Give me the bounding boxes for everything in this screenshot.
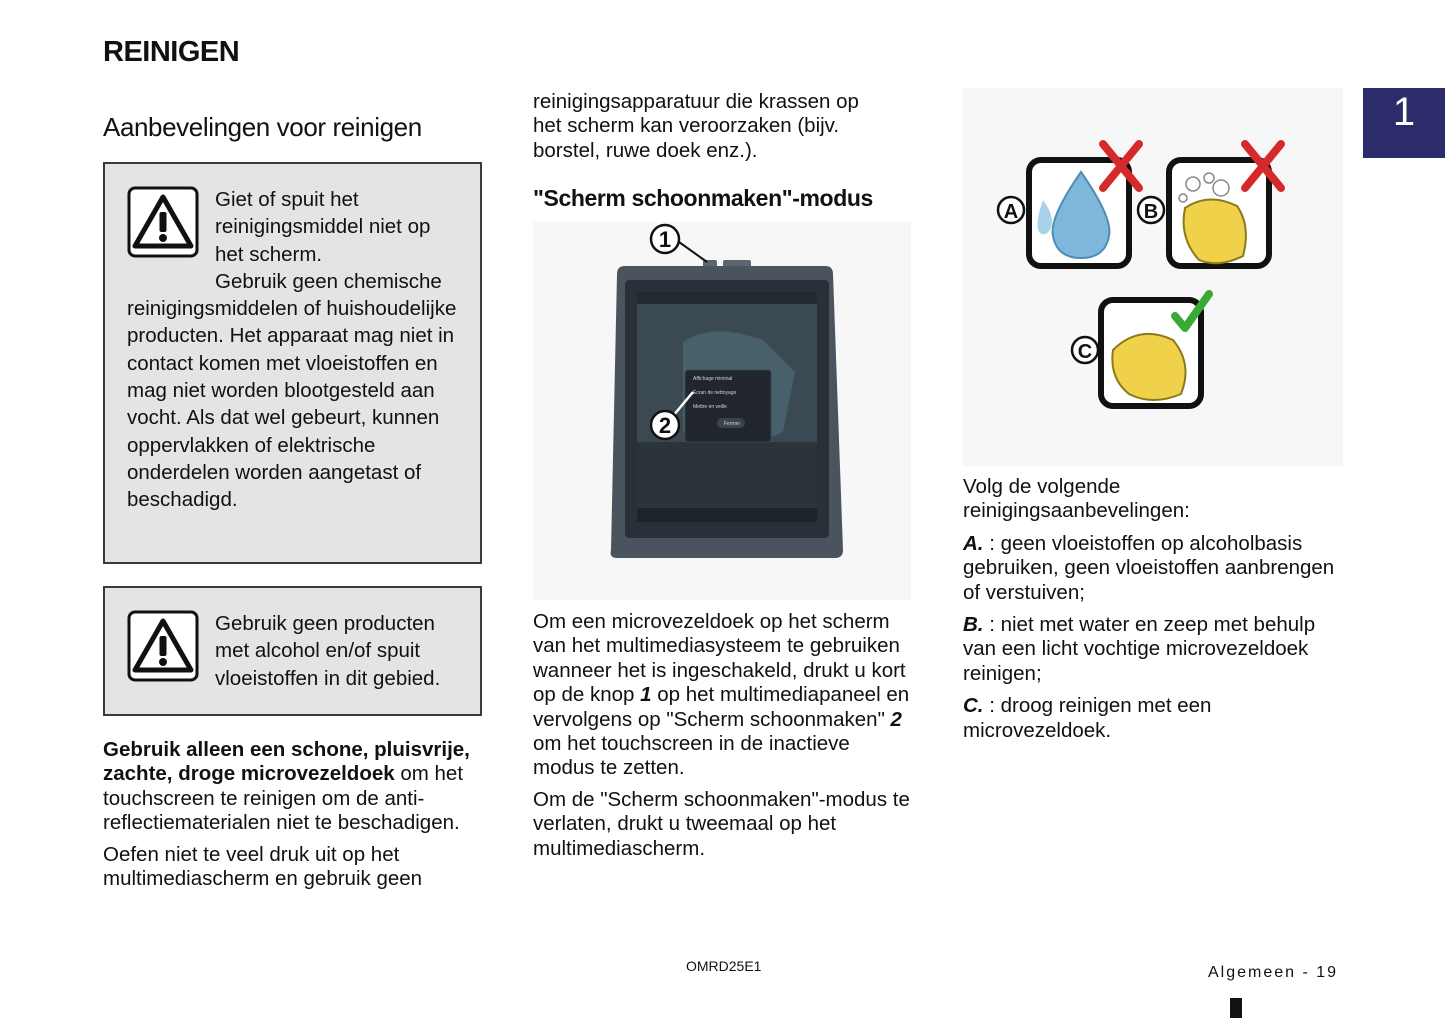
page-marker	[1230, 998, 1242, 1018]
label-b: B	[1143, 201, 1159, 223]
warning-1-text-2: Gebruik geen chemische reinigingsmiddelen of huishoudelijke producten. Het apparaat mag niet in contact komen met vloeistoffen en mag niet worden blootgesteld aan vocht. Als dat wel gebeurt, kunnen oppervlakken of elektrische onderdelen worden aangetast of beschadigd.	[127, 269, 457, 512]
paragraph	[103, 738, 478, 836]
chapter-tab: 1	[1363, 88, 1445, 158]
recommendation-c	[963, 694, 1343, 743]
recommendation-a	[963, 532, 1343, 605]
callout-1: 1	[658, 227, 672, 252]
callout-reference: 1	[640, 683, 652, 707]
paragraph: Om de "Scherm schoonmaken"-modus te verlaten, drukt u tweemaal op het multimediascherm.	[533, 787, 910, 860]
column-3-text	[963, 475, 1343, 751]
warning-box-1	[103, 162, 482, 564]
recommendation-label: C.	[963, 694, 984, 718]
recommendation-text: : droog reinigen met een microvezeldoek.	[963, 694, 1212, 742]
section-title: Aanbevelingen voor reinigen	[103, 112, 422, 142]
warning-triangle-icon	[127, 610, 199, 682]
paragraph-text: op het multimediapaneel en vervolgens op "Scherm schoonmaken"	[533, 683, 910, 731]
warning-2-text: Gebruik geen producten met alcohol en/of spuit vloeistoffen in dit gebied.	[215, 612, 441, 690]
footer-code: OMRD25E1	[686, 958, 762, 974]
column-2-text	[533, 610, 913, 868]
column-2-top-text: reinigingsapparatuur die krassen op het scherm kan veroorzaken (bijv. borstel, ruwe doek enz.).	[533, 90, 859, 162]
callout-2: 2	[658, 413, 672, 438]
screen-menu-item: Écran de nettoyage	[693, 390, 737, 396]
paragraph	[533, 610, 913, 781]
paragraph-text: om het touchscreen te reinigen om de anti-reflectiematerialen niet te beschadigen.	[103, 762, 464, 835]
recommendation-text: : niet met water en zeep met behulp van een licht vochtige microvezeldoek reinigen;	[963, 613, 1316, 685]
page-title: REINIGEN	[103, 36, 240, 68]
paragraph: Oefen niet te veel druk uit op het multimediascherm en gebruik geen	[103, 842, 423, 891]
callout-reference: 2	[890, 707, 902, 731]
warning-1-text: Giet of spuit het reinigingsmiddel niet op het scherm.	[215, 188, 431, 266]
cleaning-recommendations-illustration	[963, 88, 1343, 466]
multimedia-screen-illustration	[533, 222, 911, 600]
emphasis: Gebruik alleen een schone, pluisvrije, zachte, droge microvezeldoek	[103, 738, 470, 786]
warning-triangle-icon	[127, 186, 199, 258]
warning-box-2	[103, 586, 482, 716]
recommendation-text: : geen vloeistoffen op alcoholbasis gebruiken, geen vloeistoffen aanbrengen of verstuiven;	[963, 531, 1335, 604]
recommendation-b	[963, 613, 1343, 686]
paragraph-text: om het touchscreen in de inactieve modus te zetten.	[533, 732, 850, 780]
paragraph-text: Om een microvezeldoek op het scherm van het multimediasysteem te gebruiken wanneer het is ingeschakeld, drukt u kort op de knop	[533, 610, 906, 707]
column-1-text	[103, 738, 478, 898]
screen-close-button: Fermer	[724, 421, 741, 427]
recommendations-intro: Volg de volgende reinigingsaanbevelingen:	[963, 475, 1190, 523]
label-a: A	[1003, 201, 1019, 223]
label-c: C	[1077, 341, 1093, 363]
recommendation-label: B.	[963, 613, 984, 637]
subsection-heading: "Scherm schoonmaken"-modus	[533, 185, 873, 211]
footer-page-number: Algemeen - 19	[1208, 964, 1339, 981]
screen-menu-item: Affichage minimal	[693, 376, 733, 382]
screen-menu-item: Mettre en veille	[693, 404, 727, 410]
recommendation-label: A.	[963, 531, 984, 555]
